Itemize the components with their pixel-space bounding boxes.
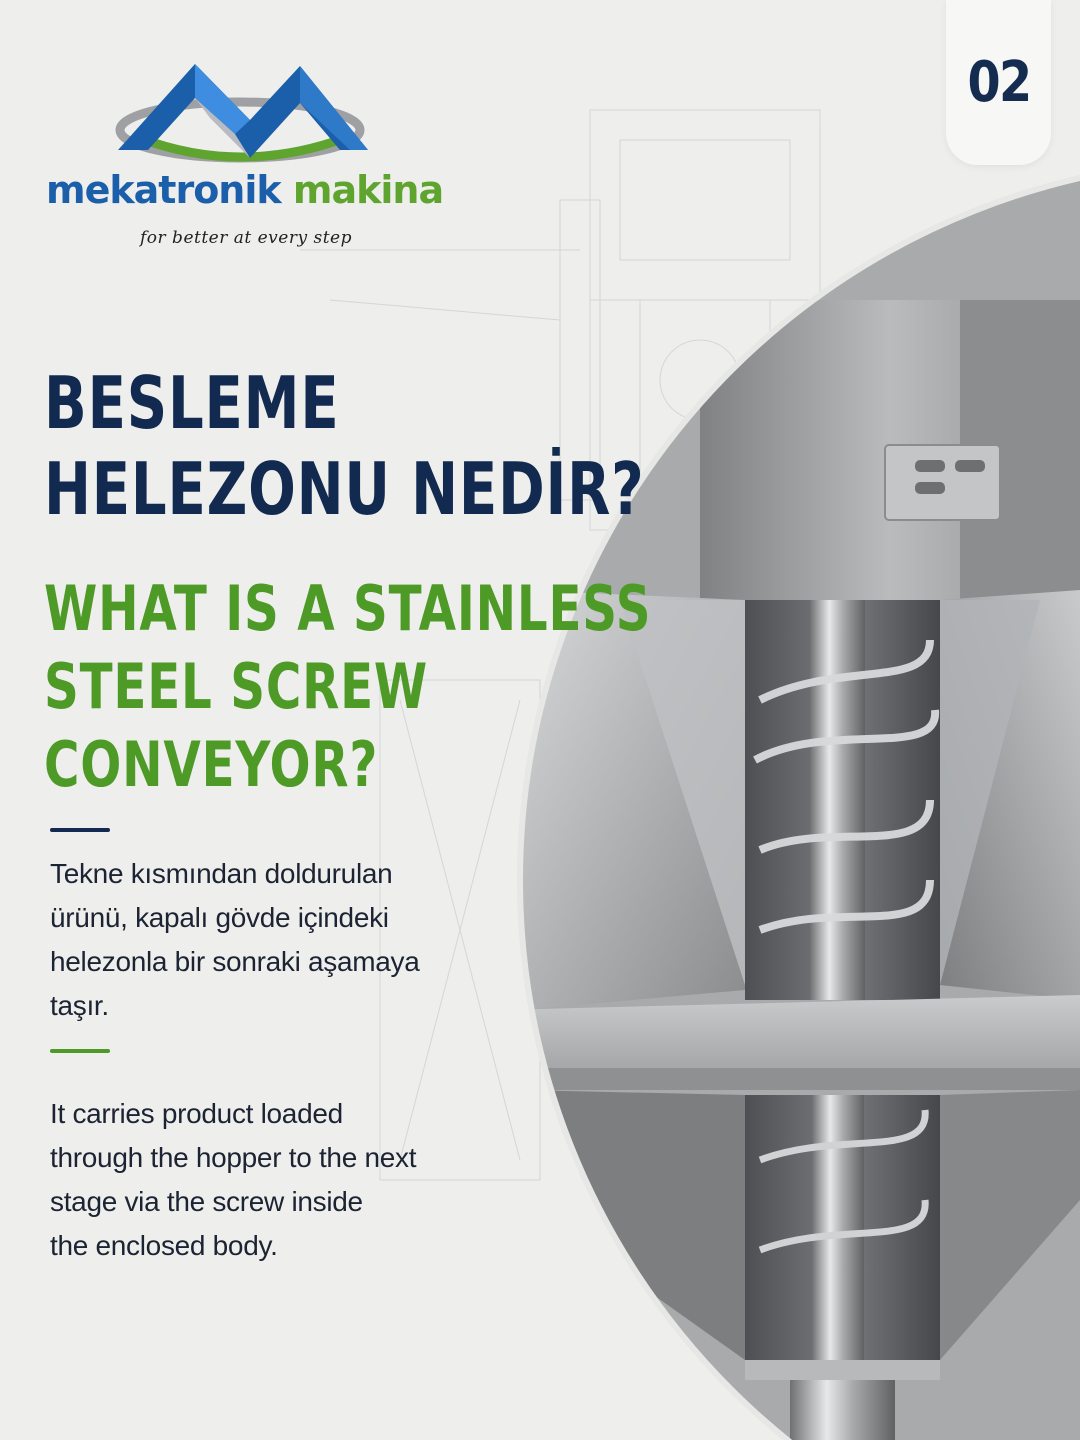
description-line: Tekne kısmından doldurulan xyxy=(50,858,393,889)
page-number-tab xyxy=(946,0,1051,165)
brand-name-part1: mekatronik xyxy=(46,168,281,212)
description-line: helezonla bir sonraki aşamaya xyxy=(50,946,420,977)
title-english-line: CONVEYOR? xyxy=(44,728,379,801)
page-number: 02 xyxy=(967,50,1030,115)
description-line: the enclosed body. xyxy=(50,1230,278,1261)
title-turkish xyxy=(44,360,645,532)
title-turkish-line: HELEZONU NEDİR? xyxy=(44,447,645,531)
description-line: through the hopper to the next xyxy=(50,1142,417,1173)
title-english xyxy=(44,570,651,804)
divider-navy xyxy=(50,828,110,832)
description-line: ürünü, kapalı gövde içindeki xyxy=(50,902,389,933)
description-english xyxy=(50,1092,470,1268)
brand-name-part2: makina xyxy=(292,168,444,212)
description-turkish xyxy=(50,852,470,1028)
title-english-line: STEEL SCREW xyxy=(44,650,429,723)
title-english-line: WHAT IS A STAINLESS xyxy=(44,572,652,645)
divider-green xyxy=(50,1049,110,1053)
description-line: taşır. xyxy=(50,990,109,1021)
brand-name xyxy=(46,168,446,212)
description-line: It carries product loaded xyxy=(50,1098,343,1129)
description-line: stage via the screw inside xyxy=(50,1186,363,1217)
brand-tagline: for better at every step xyxy=(140,228,352,248)
mountain-logo-icon xyxy=(110,58,375,168)
title-turkish-line: BESLEME xyxy=(44,361,340,445)
